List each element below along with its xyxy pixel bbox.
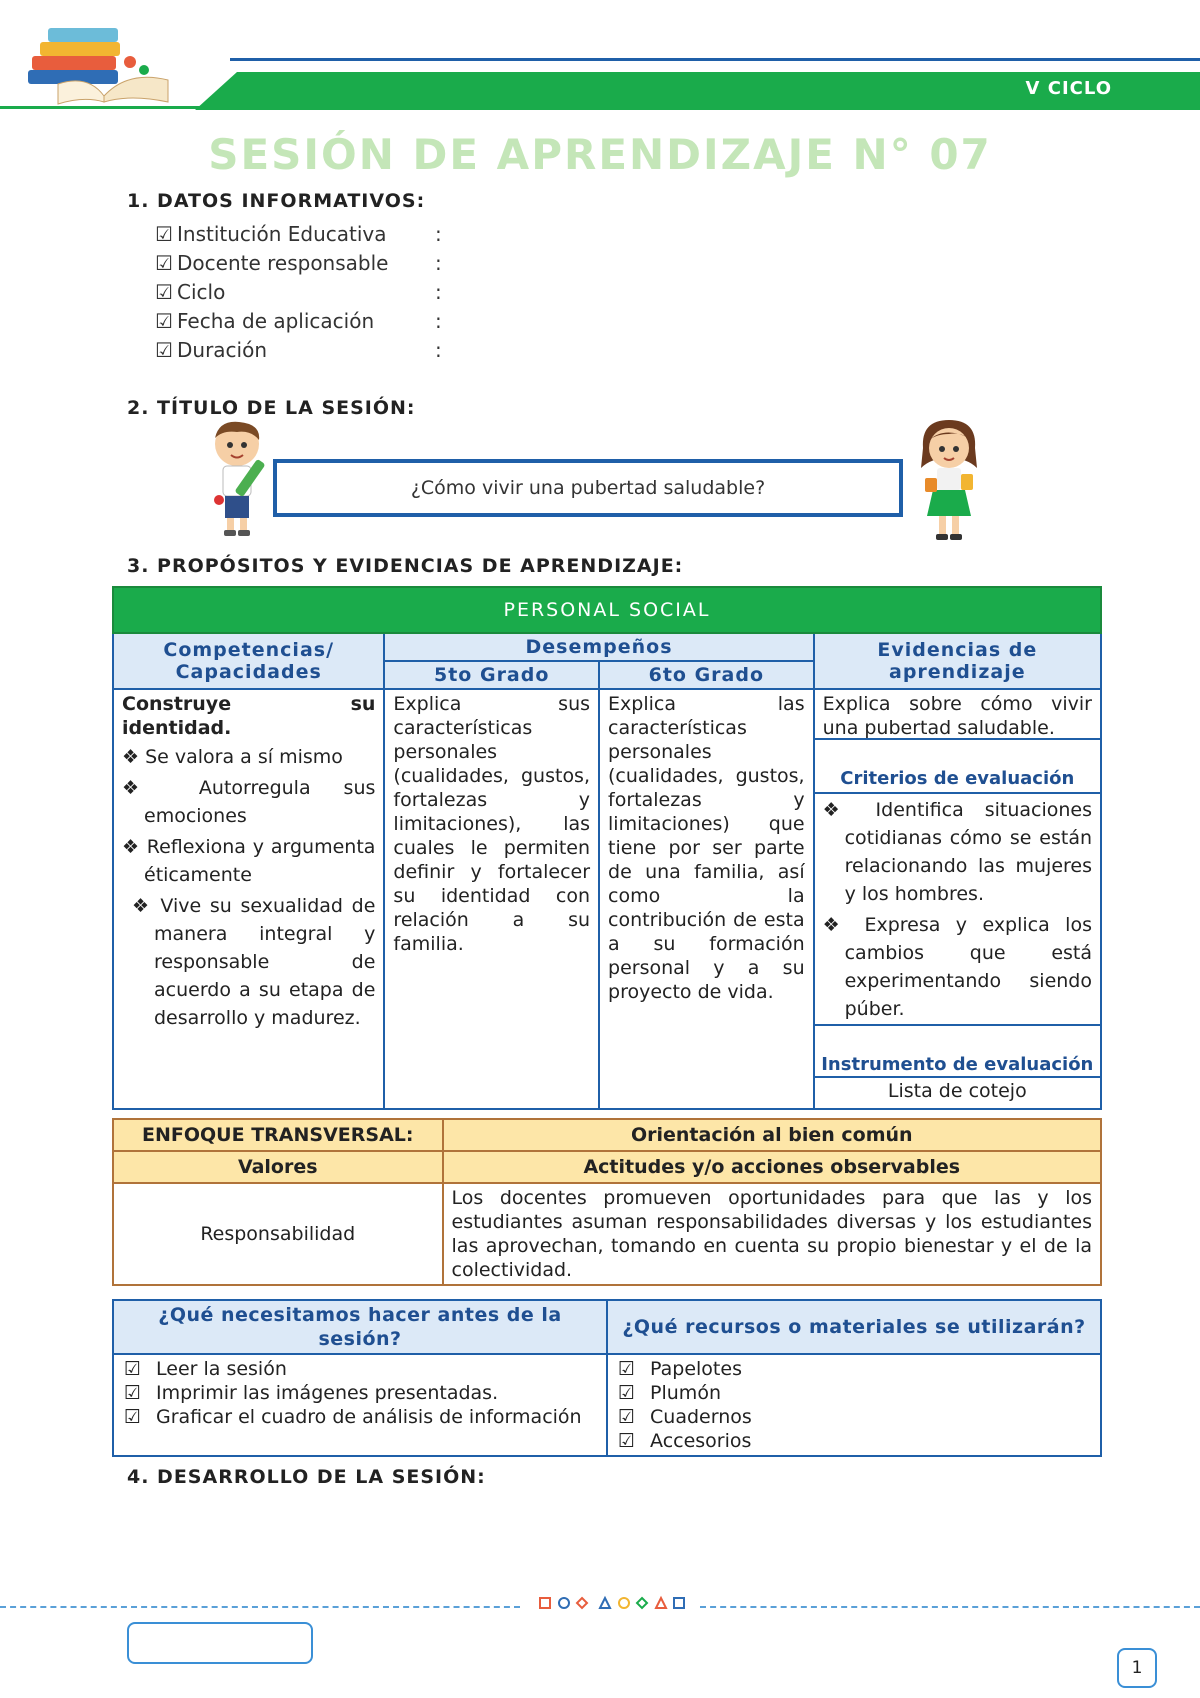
datos-item: ☑ Duración : xyxy=(155,338,442,362)
col-valores: Valores xyxy=(113,1151,443,1183)
evidencia-text: Explica sobre cómo vivir una pubertad saludable. xyxy=(815,690,1100,740)
section3-heading: 3. PROPÓSITOS Y EVIDENCIAS DE APRENDIZAJE: xyxy=(127,555,684,577)
desempeno-6to: Explica las características personales (cualidades, gustos, fortalezas y limitaciones) que tiene por ser parte de una familia, así como la contribución de esta a su formación personal y a su proyecto de vida. xyxy=(599,689,814,1109)
section2-heading: 2. TÍTULO DE LA SESIÓN: xyxy=(127,397,416,419)
checkbox-icon: ☑ xyxy=(155,251,173,275)
page-number: 1 xyxy=(1117,1648,1157,1688)
checkbox-icon: ☑ xyxy=(618,1382,636,1404)
before-list xyxy=(113,1354,607,1456)
section1-heading: 1. DATOS INFORMATIVOS: xyxy=(127,190,426,212)
resource-item: ☑ Cuadernos xyxy=(618,1406,752,1428)
checkbox-icon: ☑ xyxy=(618,1358,636,1380)
datos-item: ☑ Institución Educativa : xyxy=(155,222,442,246)
capacidad-item: ❖ Autorregula sus emociones xyxy=(122,777,376,827)
col-competencias: Competencias/ Capacidades xyxy=(113,633,384,689)
datos-item: ☑ Ciclo : xyxy=(155,280,442,304)
page-title: SESIÓN DE APRENDIZAJE N° 07 xyxy=(208,130,992,179)
bullet-icon: ❖ xyxy=(122,836,140,858)
bullet-icon: ❖ xyxy=(822,799,855,821)
criterio-item: ❖ Expresa y explica los cambios que está experimentando siendo púber. xyxy=(822,914,1092,1020)
col-5to: 5to Grado xyxy=(384,661,599,689)
before-item: ☑ Leer la sesión xyxy=(124,1358,287,1380)
criterios-list xyxy=(815,794,1100,1026)
before-heading: ¿Qué necesitamos hacer antes de la sesión? xyxy=(113,1300,607,1354)
valor-cell: Responsabilidad xyxy=(113,1183,443,1285)
datos-list xyxy=(155,222,455,367)
bullet-icon: ❖ xyxy=(132,895,152,917)
enfoque-value: Orientación al bien común xyxy=(443,1119,1101,1151)
desempeno-5to: Explica sus características personales (cualidades, gustos, fortalezas y limitaciones), las cuales le permiten definir y fortalecer su identidad con relación a su familia. xyxy=(384,689,599,1109)
checkbox-icon: ☑ xyxy=(155,309,173,333)
capacidad-item: ❖ Vive su sexualidad de manera integral y responsable de acuerdo a su etapa de desarrollo y madurez. xyxy=(132,895,376,1029)
actitud-cell: Los docentes promueven oportunidades para que las y los estudiantes asuman responsabilidades diversas y los estudiantes las aprovechan, tomando en cuenta su propio bienestar y el de la colectividad. xyxy=(443,1183,1101,1285)
checkbox-icon: ☑ xyxy=(124,1406,142,1428)
resource-item: ☑ Accesorios xyxy=(618,1430,752,1452)
instrumento-value: Lista de cotejo xyxy=(887,1080,1027,1102)
header-green-line xyxy=(0,106,210,109)
checkbox-icon: ☑ xyxy=(618,1406,636,1428)
area-header: PERSONAL SOCIAL xyxy=(113,587,1101,633)
before-item: ☑ Graficar el cuadro de análisis de información xyxy=(124,1406,582,1428)
bullet-icon: ❖ xyxy=(122,746,140,768)
purposes-table xyxy=(112,586,1102,1110)
resource-item: ☑ Papelotes xyxy=(618,1358,742,1380)
header-top-line xyxy=(230,58,1200,61)
resources-list xyxy=(607,1354,1101,1456)
evidencias-cell xyxy=(814,689,1101,1109)
capacidad-item: ❖ Se valora a sí mismo xyxy=(122,746,343,768)
books-logo xyxy=(18,18,188,106)
enfoque-table xyxy=(112,1118,1102,1286)
cycle-label: V CICLO xyxy=(1025,78,1112,99)
col-6to: 6to Grado xyxy=(599,661,814,689)
competencia-title: Construye su identidad. xyxy=(122,693,376,739)
bullet-icon: ❖ xyxy=(822,914,850,936)
before-item: ☑ Imprimir las imágenes presentadas. xyxy=(124,1382,499,1404)
bullet-icon: ❖ xyxy=(122,777,166,799)
checkbox-icon: ☑ xyxy=(155,280,173,304)
footer-dashed-line-right xyxy=(700,1606,1200,1608)
footer-box xyxy=(127,1622,313,1664)
checkbox-icon: ☑ xyxy=(155,338,173,362)
checkbox-icon: ☑ xyxy=(124,1382,142,1404)
enfoque-label: ENFOQUE TRANSVERSAL: xyxy=(113,1119,443,1151)
col-desempenos: Desempeños xyxy=(384,633,813,661)
capacidad-item: ❖ Reflexiona y argumenta éticamente xyxy=(122,836,376,886)
instrumento-title: Instrumento de evaluación xyxy=(815,1026,1100,1078)
datos-item: ☑ Docente responsable : xyxy=(155,251,442,275)
footer-dashed-line-left xyxy=(0,1606,520,1608)
decorative-shapes-icon xyxy=(538,1595,688,1615)
datos-item: ☑ Fecha de aplicación : xyxy=(155,309,442,333)
girl-illustration xyxy=(915,418,985,548)
checkbox-icon: ☑ xyxy=(155,222,173,246)
checkbox-icon: ☑ xyxy=(618,1430,636,1452)
section4-heading: 4. DESARROLLO DE LA SESIÓN: xyxy=(127,1466,486,1488)
criterio-item: ❖ Identifica situaciones cotidianas cómo se están relacionando las mujeres y los hombres. xyxy=(822,799,1092,905)
col-evidencias: Evidencias de aprendizaje xyxy=(814,633,1101,689)
boy-illustration xyxy=(205,418,275,540)
session-title-box: ¿Cómo vivir una pubertad saludable? xyxy=(273,459,903,517)
competencias-cell xyxy=(113,689,384,1109)
col-actitudes: Actitudes y/o acciones observables xyxy=(443,1151,1101,1183)
criterios-title: Criterios de evaluación xyxy=(815,740,1100,794)
preparation-table xyxy=(112,1299,1102,1457)
resources-heading: ¿Qué recursos o materiales se utilizarán? xyxy=(607,1300,1101,1354)
checkbox-icon: ☑ xyxy=(124,1358,142,1380)
resource-item: ☑ Plumón xyxy=(618,1382,721,1404)
